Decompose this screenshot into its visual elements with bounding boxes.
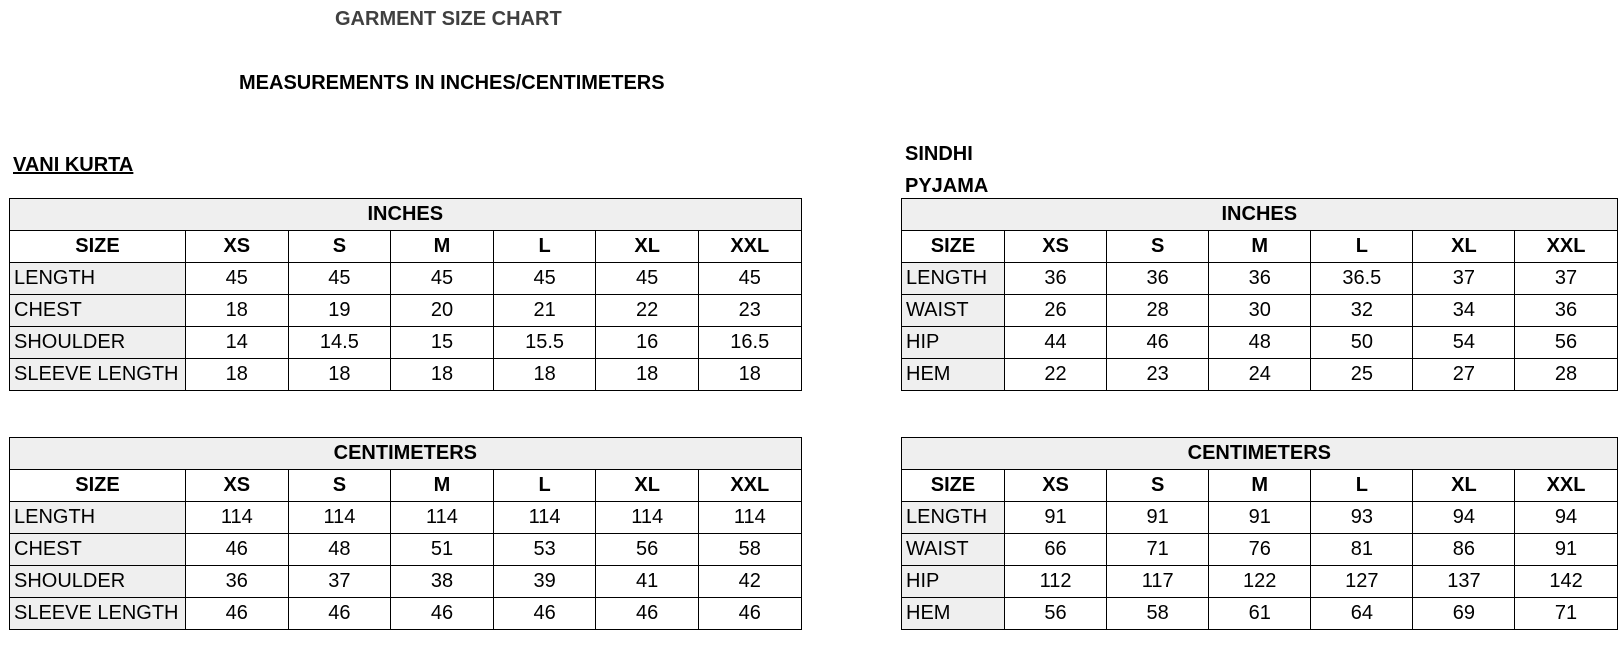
- table-cell: 54: [1413, 327, 1515, 359]
- column-header: M: [391, 231, 494, 263]
- table-cell: 50: [1311, 327, 1413, 359]
- page-title: GARMENT SIZE CHART: [335, 8, 562, 30]
- table-cell: 15.5: [493, 327, 596, 359]
- table-cell: 28: [1107, 295, 1209, 327]
- row-label: CHEST: [10, 534, 186, 566]
- table-cell: 16: [596, 327, 699, 359]
- column-header: S: [288, 231, 391, 263]
- table-cell: 137: [1413, 566, 1515, 598]
- table-row: [902, 566, 1618, 598]
- column-header: XS: [1005, 470, 1107, 502]
- table-cell: 36: [1209, 263, 1311, 295]
- table-cell: 18: [493, 359, 596, 391]
- table-cell: 48: [288, 534, 391, 566]
- row-label: HIP: [902, 327, 1005, 359]
- column-header: S: [1107, 231, 1209, 263]
- table-cell: 16.5: [698, 327, 801, 359]
- column-header: M: [391, 470, 494, 502]
- table-cell: 14.5: [288, 327, 391, 359]
- page-subtitle: MEASUREMENTS IN INCHES/CENTIMETERS: [239, 72, 665, 94]
- column-header: L: [493, 231, 596, 263]
- table-cell: 66: [1005, 534, 1107, 566]
- table-cell: 18: [288, 359, 391, 391]
- table-row: [902, 359, 1618, 391]
- table-cell: 45: [698, 263, 801, 295]
- row-label: HEM: [902, 359, 1005, 391]
- table-cell: 37: [1515, 263, 1617, 295]
- table-cell: 46: [186, 598, 289, 630]
- table-cell: 37: [1413, 263, 1515, 295]
- kurta-inches-table: [9, 198, 802, 391]
- table-cell: 18: [596, 359, 699, 391]
- row-label: SHOULDER: [10, 327, 186, 359]
- table-cell: 14: [186, 327, 289, 359]
- table-cell: 51: [391, 534, 494, 566]
- table-cell: 23: [698, 295, 801, 327]
- table-cell: 19: [288, 295, 391, 327]
- column-header: XS: [186, 231, 289, 263]
- column-header: L: [493, 470, 596, 502]
- table-row: [902, 502, 1618, 534]
- column-header-row: [10, 231, 802, 263]
- table-cell: 36: [1107, 263, 1209, 295]
- pyjama-heading-line1: SINDHI: [905, 143, 973, 165]
- table-cell: 112: [1005, 566, 1107, 598]
- column-header: XL: [596, 470, 699, 502]
- table-cell: 58: [698, 534, 801, 566]
- section-header: CENTIMETERS: [902, 438, 1618, 470]
- column-header: XL: [596, 231, 699, 263]
- table-cell: 58: [1107, 598, 1209, 630]
- table-cell: 56: [1515, 327, 1617, 359]
- table-cell: 45: [186, 263, 289, 295]
- table-row: [10, 534, 802, 566]
- column-header: SIZE: [902, 470, 1005, 502]
- table-cell: 69: [1413, 598, 1515, 630]
- table-cell: 45: [493, 263, 596, 295]
- table-cell: 34: [1413, 295, 1515, 327]
- table-cell: 91: [1209, 502, 1311, 534]
- table-cell: 81: [1311, 534, 1413, 566]
- row-label: SLEEVE LENGTH: [10, 359, 186, 391]
- column-header: XL: [1413, 470, 1515, 502]
- table-cell: 127: [1311, 566, 1413, 598]
- table-cell: 61: [1209, 598, 1311, 630]
- section-header: CENTIMETERS: [10, 438, 802, 470]
- table-cell: 71: [1107, 534, 1209, 566]
- row-label: SLEEVE LENGTH: [10, 598, 186, 630]
- table-cell: 32: [1311, 295, 1413, 327]
- kurta-cm-table: [9, 437, 802, 630]
- table-row: [10, 598, 802, 630]
- table-cell: 91: [1515, 534, 1617, 566]
- table-row: [10, 502, 802, 534]
- column-header: SIZE: [10, 470, 186, 502]
- column-header-row: [902, 231, 1618, 263]
- table-row: [10, 263, 802, 295]
- table-row: [902, 327, 1618, 359]
- pyjama-cm-table: [901, 437, 1618, 630]
- column-header: S: [288, 470, 391, 502]
- table-cell: 64: [1311, 598, 1413, 630]
- kurta-heading: VANI KURTA: [13, 154, 134, 176]
- table-cell: 91: [1005, 502, 1107, 534]
- table-cell: 30: [1209, 295, 1311, 327]
- table-row: [10, 566, 802, 598]
- table-cell: 114: [288, 502, 391, 534]
- column-header: XL: [1413, 231, 1515, 263]
- table-cell: 117: [1107, 566, 1209, 598]
- table-cell: 46: [391, 598, 494, 630]
- table-row: [10, 359, 802, 391]
- table-cell: 15: [391, 327, 494, 359]
- table-cell: 114: [391, 502, 494, 534]
- table-row: [902, 263, 1618, 295]
- table-cell: 46: [1107, 327, 1209, 359]
- table-row: [902, 534, 1618, 566]
- table-cell: 94: [1515, 502, 1617, 534]
- section-header-row: [902, 199, 1618, 231]
- section-header: INCHES: [10, 199, 802, 231]
- table-cell: 27: [1413, 359, 1515, 391]
- column-header-row: [10, 470, 802, 502]
- table-row: [10, 295, 802, 327]
- row-label: SHOULDER: [10, 566, 186, 598]
- table-cell: 25: [1311, 359, 1413, 391]
- table-cell: 36: [1005, 263, 1107, 295]
- table-cell: 23: [1107, 359, 1209, 391]
- table-cell: 36.5: [1311, 263, 1413, 295]
- table-cell: 18: [186, 295, 289, 327]
- row-label: LENGTH: [10, 263, 186, 295]
- table-cell: 122: [1209, 566, 1311, 598]
- table-cell: 86: [1413, 534, 1515, 566]
- table-cell: 91: [1107, 502, 1209, 534]
- row-label: WAIST: [902, 295, 1005, 327]
- row-label: CHEST: [10, 295, 186, 327]
- table-cell: 26: [1005, 295, 1107, 327]
- table-cell: 41: [596, 566, 699, 598]
- row-label: WAIST: [902, 534, 1005, 566]
- pyjama-inches-table: [901, 198, 1618, 391]
- table-cell: 142: [1515, 566, 1617, 598]
- table-cell: 46: [493, 598, 596, 630]
- column-header: XS: [1005, 231, 1107, 263]
- table-cell: 18: [186, 359, 289, 391]
- table-cell: 37: [288, 566, 391, 598]
- table-cell: 93: [1311, 502, 1413, 534]
- table-cell: 45: [288, 263, 391, 295]
- pyjama-heading-line2: PYJAMA: [905, 175, 989, 197]
- table-cell: 114: [596, 502, 699, 534]
- table-cell: 46: [186, 534, 289, 566]
- row-label: HIP: [902, 566, 1005, 598]
- table-cell: 76: [1209, 534, 1311, 566]
- column-header-row: [902, 470, 1618, 502]
- table-cell: 22: [596, 295, 699, 327]
- column-header: M: [1209, 470, 1311, 502]
- table-cell: 18: [698, 359, 801, 391]
- row-label: LENGTH: [902, 502, 1005, 534]
- table-cell: 44: [1005, 327, 1107, 359]
- table-cell: 36: [186, 566, 289, 598]
- column-header: XXL: [1515, 470, 1617, 502]
- table-cell: 53: [493, 534, 596, 566]
- table-cell: 114: [698, 502, 801, 534]
- column-header: XXL: [1515, 231, 1617, 263]
- table-row: [902, 295, 1618, 327]
- table-cell: 114: [493, 502, 596, 534]
- section-header-row: [10, 199, 802, 231]
- table-cell: 36: [1515, 295, 1617, 327]
- table-cell: 46: [698, 598, 801, 630]
- column-header: XS: [186, 470, 289, 502]
- column-header: XXL: [698, 231, 801, 263]
- table-cell: 21: [493, 295, 596, 327]
- row-label: LENGTH: [10, 502, 186, 534]
- table-cell: 94: [1413, 502, 1515, 534]
- table-cell: 18: [391, 359, 494, 391]
- table-cell: 56: [596, 534, 699, 566]
- table-cell: 24: [1209, 359, 1311, 391]
- section-header-row: [902, 438, 1618, 470]
- table-cell: 45: [391, 263, 494, 295]
- column-header: L: [1311, 470, 1413, 502]
- table-cell: 56: [1005, 598, 1107, 630]
- table-cell: 114: [186, 502, 289, 534]
- table-cell: 46: [596, 598, 699, 630]
- table-cell: 46: [288, 598, 391, 630]
- table-cell: 71: [1515, 598, 1617, 630]
- column-header: SIZE: [902, 231, 1005, 263]
- table-cell: 20: [391, 295, 494, 327]
- pyjama-heading: [905, 138, 988, 202]
- table-cell: 42: [698, 566, 801, 598]
- row-label: LENGTH: [902, 263, 1005, 295]
- column-header: M: [1209, 231, 1311, 263]
- table-row: [10, 327, 802, 359]
- table-cell: 48: [1209, 327, 1311, 359]
- column-header: SIZE: [10, 231, 186, 263]
- column-header: L: [1311, 231, 1413, 263]
- column-header: S: [1107, 470, 1209, 502]
- table-cell: 38: [391, 566, 494, 598]
- table-cell: 28: [1515, 359, 1617, 391]
- section-header: INCHES: [902, 199, 1618, 231]
- row-label: HEM: [902, 598, 1005, 630]
- table-cell: 22: [1005, 359, 1107, 391]
- table-cell: 45: [596, 263, 699, 295]
- column-header: XXL: [698, 470, 801, 502]
- section-header-row: [10, 438, 802, 470]
- table-cell: 39: [493, 566, 596, 598]
- table-row: [902, 598, 1618, 630]
